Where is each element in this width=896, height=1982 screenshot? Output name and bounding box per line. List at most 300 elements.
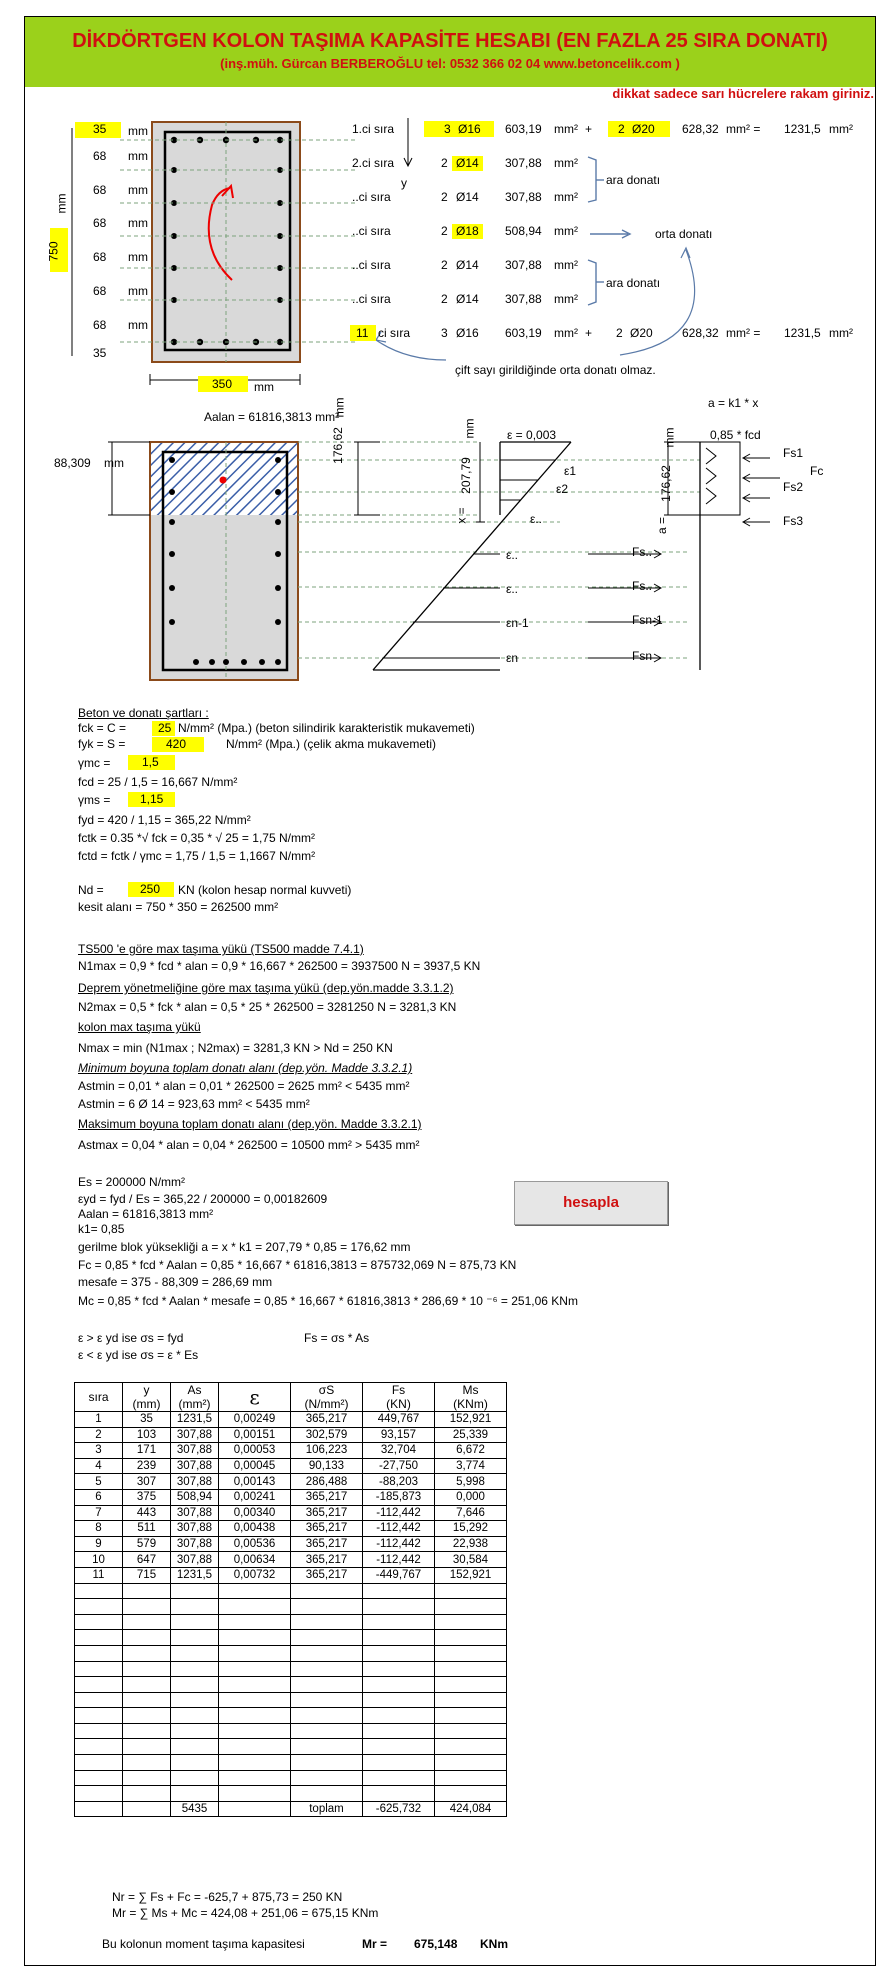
row-1-plus: + bbox=[585, 122, 593, 136]
rule-1: ε > ε yd ise σs = fyd bbox=[78, 1331, 184, 1345]
table-cell bbox=[435, 1770, 507, 1786]
row-1-total: 1231,5 bbox=[784, 122, 821, 136]
conditions-title: Beton ve donatı şartları : bbox=[78, 706, 209, 720]
table-cell bbox=[291, 1583, 363, 1599]
table-cell bbox=[75, 1661, 123, 1677]
table-cell: 93,157 bbox=[363, 1427, 435, 1443]
table-cell bbox=[219, 1661, 291, 1677]
gms-input[interactable]: 1,15 bbox=[128, 792, 175, 807]
table-cell: -112,442 bbox=[363, 1505, 435, 1521]
row-3-count[interactable]: 2 bbox=[441, 190, 448, 204]
table-cell bbox=[363, 1630, 435, 1646]
row-last-count[interactable]: 3 bbox=[441, 326, 448, 340]
table-cell bbox=[171, 1786, 219, 1802]
table-cell bbox=[123, 1692, 171, 1708]
table-cell bbox=[291, 1770, 363, 1786]
table-cell: -112,442 bbox=[363, 1552, 435, 1568]
row-3-dia[interactable]: Ø14 bbox=[456, 190, 479, 204]
gms-label: γms = bbox=[78, 793, 111, 807]
bottom-cover: 35 bbox=[93, 346, 107, 360]
unit-label: mm bbox=[462, 418, 477, 439]
table-cell bbox=[123, 1599, 171, 1615]
unit-label: mm bbox=[332, 397, 347, 418]
table-cell bbox=[435, 1583, 507, 1599]
table-cell bbox=[123, 1661, 171, 1677]
table-cell bbox=[435, 1645, 507, 1661]
table-cell bbox=[171, 1661, 219, 1677]
table-cell bbox=[123, 1770, 171, 1786]
fyk-label: fyk = S = bbox=[78, 737, 126, 751]
epsilon-2: ε2 bbox=[556, 482, 569, 496]
table-row-empty bbox=[75, 1786, 507, 1802]
table-cell bbox=[291, 1755, 363, 1771]
a-label: a = bbox=[655, 516, 670, 535]
table-cell bbox=[75, 1708, 123, 1724]
table-cell: 5435 bbox=[171, 1801, 219, 1817]
table-cell: 307,88 bbox=[171, 1521, 219, 1537]
table-cell: 0,00241 bbox=[219, 1489, 291, 1505]
table-row bbox=[75, 1552, 507, 1568]
table-cell bbox=[123, 1739, 171, 1755]
table-cell bbox=[363, 1770, 435, 1786]
fyd-line: fyd = 420 / 1,15 = 365,22 N/mm² bbox=[78, 813, 251, 827]
table-cell bbox=[435, 1630, 507, 1646]
page-title: DİKDÖRTGEN KOLON TAŞIMA KAPASİTE HESABI (EN FAZLA 25 SIRA DONATI) bbox=[72, 30, 828, 52]
gerilme-line: gerilme blok yüksekliği a = x * k1 = 207,79 * 0,85 = 176,62 mm bbox=[78, 1240, 411, 1254]
table-row-empty bbox=[75, 1723, 507, 1739]
table-row-empty bbox=[75, 1755, 507, 1771]
table-cell bbox=[291, 1630, 363, 1646]
mr-line: Mr = ∑ Ms + Mc = 424,08 + 251,06 = 675,15 KNm bbox=[112, 1906, 379, 1920]
table-cell bbox=[219, 1770, 291, 1786]
spacing-3: 68 bbox=[93, 216, 107, 230]
table-cell: 511 bbox=[123, 1521, 171, 1537]
table-row-empty bbox=[75, 1645, 507, 1661]
hesapla-button[interactable]: hesapla bbox=[514, 1181, 668, 1225]
table-cell bbox=[435, 1614, 507, 1630]
table-cell bbox=[363, 1614, 435, 1630]
nd-input[interactable]: 250 bbox=[128, 882, 174, 897]
table-cell: 7,646 bbox=[435, 1505, 507, 1521]
row-last-area: 603,19 bbox=[505, 326, 542, 340]
table-cell bbox=[291, 1661, 363, 1677]
table-total-row bbox=[75, 1801, 507, 1817]
table-row bbox=[75, 1427, 507, 1443]
fs1-label: Fs1 bbox=[783, 446, 804, 460]
table-cell: 0,00634 bbox=[219, 1552, 291, 1568]
header-fs-unit: (KN) bbox=[386, 1397, 411, 1411]
table-cell bbox=[123, 1645, 171, 1661]
table-cell bbox=[171, 1723, 219, 1739]
row-last-dia[interactable]: Ø16 bbox=[456, 326, 479, 340]
warning-text: dikkat sadece sarı hücrelere rakam giriniz. bbox=[612, 86, 874, 101]
table-cell: 8 bbox=[75, 1521, 123, 1537]
row-2-unit: mm² bbox=[554, 156, 578, 170]
table-cell: 0,00340 bbox=[219, 1505, 291, 1521]
table-row bbox=[75, 1474, 507, 1490]
table-cell: 5 bbox=[75, 1474, 123, 1490]
table-cell bbox=[363, 1661, 435, 1677]
header-ss-unit: (N/mm²) bbox=[304, 1397, 349, 1411]
table-cell bbox=[75, 1677, 123, 1693]
kolon-title: kolon max taşıma yükü bbox=[78, 1020, 201, 1034]
fs2-label: Fs2 bbox=[783, 480, 804, 494]
table-cell bbox=[123, 1677, 171, 1693]
row-last-dia-2[interactable]: Ø20 bbox=[630, 326, 653, 340]
x-label: x = bbox=[454, 507, 469, 524]
table-cell bbox=[171, 1692, 219, 1708]
table-cell bbox=[219, 1708, 291, 1724]
epsilon-n: εn bbox=[506, 651, 519, 665]
table-cell bbox=[171, 1739, 219, 1755]
table-cell bbox=[75, 1770, 123, 1786]
spacing-2: 68 bbox=[93, 183, 107, 197]
table-cell bbox=[291, 1645, 363, 1661]
table-cell: 302,579 bbox=[291, 1427, 363, 1443]
row-5-area: 307,88 bbox=[505, 258, 542, 272]
row-2-dia[interactable]: Ø14 bbox=[452, 156, 483, 171]
results-table bbox=[74, 1382, 507, 1817]
row-last-num[interactable]: 11 bbox=[356, 326, 369, 340]
note-orta: orta donatı bbox=[655, 227, 713, 241]
table-cell bbox=[219, 1630, 291, 1646]
header-sira bbox=[75, 1383, 123, 1412]
d176-value: 176,62 bbox=[330, 427, 345, 464]
table-cell bbox=[219, 1755, 291, 1771]
aalan-label: Aalan = 61816,3813 mm² bbox=[204, 410, 340, 424]
table-cell: 365,217 bbox=[291, 1567, 363, 1583]
table-cell bbox=[291, 1614, 363, 1630]
table-cell: toplam bbox=[291, 1801, 363, 1817]
table-cell: 11 bbox=[75, 1567, 123, 1583]
mesafe-top-value: 88,309 bbox=[54, 456, 91, 470]
nmax-line: Nmax = min (N1max ; N2max) = 3281,3 KN > Nd = 250 KN bbox=[78, 1041, 393, 1055]
axis-y-label: y bbox=[401, 176, 407, 190]
table-cell bbox=[363, 1786, 435, 1802]
table-cell: 152,921 bbox=[435, 1412, 507, 1428]
row-1-area: 603,19 bbox=[505, 122, 542, 136]
table-cell: 375 bbox=[123, 1489, 171, 1505]
rule-1-fs: Fs = σs * As bbox=[304, 1331, 370, 1345]
table-cell bbox=[123, 1583, 171, 1599]
row-4-count[interactable]: 2 bbox=[441, 224, 448, 238]
unit-label: mm bbox=[54, 193, 69, 214]
row-6-count[interactable]: 2 bbox=[441, 292, 448, 306]
table-cell bbox=[171, 1599, 219, 1615]
table-cell bbox=[171, 1583, 219, 1599]
row-1-area-2: 628,32 bbox=[682, 122, 719, 136]
width-value[interactable]: 350 bbox=[212, 377, 233, 391]
max-title: Maksimum boyuna toplam donatı alanı (dep.yön. Madde 3.3.2.1) bbox=[78, 1117, 422, 1131]
row-2-count[interactable]: 2 bbox=[441, 156, 448, 170]
row-6-dia[interactable]: Ø14 bbox=[456, 292, 479, 306]
epsilon-dots-2: ε.. bbox=[506, 548, 519, 562]
rule-2: ε < ε yd ise σs = ε * Es bbox=[78, 1348, 199, 1362]
es-line: Es = 200000 N/mm² bbox=[78, 1175, 186, 1189]
table-cell: 4 bbox=[75, 1458, 123, 1474]
table-cell bbox=[219, 1723, 291, 1739]
table-cell bbox=[75, 1583, 123, 1599]
table-cell: -112,442 bbox=[363, 1521, 435, 1537]
table-cell bbox=[363, 1755, 435, 1771]
table-cell bbox=[363, 1692, 435, 1708]
table-cell bbox=[291, 1739, 363, 1755]
table-cell: 6,672 bbox=[435, 1443, 507, 1459]
row-4-unit: mm² bbox=[554, 224, 578, 238]
row-last-total-unit: mm² bbox=[829, 326, 853, 340]
row-1-unit-2: mm² = bbox=[726, 122, 761, 136]
row-last-unit: mm² bbox=[554, 326, 578, 340]
fcd-line: fcd = 25 / 1,5 = 16,667 N/mm² bbox=[78, 775, 238, 789]
table-row bbox=[75, 1489, 507, 1505]
row-6-area: 307,88 bbox=[505, 292, 542, 306]
table-cell bbox=[435, 1786, 507, 1802]
header-as-label: As bbox=[187, 1383, 202, 1397]
table-cell: 5,998 bbox=[435, 1474, 507, 1490]
table-cell: 0,00053 bbox=[219, 1443, 291, 1459]
table-cell: 307,88 bbox=[171, 1505, 219, 1521]
row-1-count-2[interactable]: 2 bbox=[618, 122, 625, 136]
row-4-area: 508,94 bbox=[505, 224, 542, 238]
table-cell bbox=[171, 1677, 219, 1693]
table-row bbox=[75, 1443, 507, 1459]
table-cell bbox=[75, 1801, 123, 1817]
n2max-line: N2max = 0,5 * fck * alan = 0,5 * 25 * 262500 = 3281250 N = 3281,3 KN bbox=[78, 1000, 457, 1014]
table-cell bbox=[75, 1630, 123, 1646]
row-1-dia[interactable]: Ø16 bbox=[458, 122, 481, 136]
table-cell: 0,00045 bbox=[219, 1458, 291, 1474]
table-cell bbox=[291, 1692, 363, 1708]
fyk-desc: N/mm² (Mpa.) (çelik akma mukavemeti) bbox=[226, 737, 437, 751]
spacing-5: 68 bbox=[93, 284, 107, 298]
table-cell bbox=[171, 1708, 219, 1724]
epsilon-dots-3: ε.. bbox=[506, 582, 519, 596]
table-cell: 647 bbox=[123, 1552, 171, 1568]
spacing-6: 68 bbox=[93, 318, 107, 332]
table-cell bbox=[219, 1739, 291, 1755]
fs-label: Fs.. bbox=[632, 545, 652, 559]
table-cell: 90,133 bbox=[291, 1458, 363, 1474]
table-cell: 3,774 bbox=[435, 1458, 507, 1474]
table-cell: 0,00249 bbox=[219, 1412, 291, 1428]
table-cell: 307,88 bbox=[171, 1443, 219, 1459]
note-cift: çift sayı girildiğinde orta donatı olmaz. bbox=[455, 363, 656, 377]
table-cell: 35 bbox=[123, 1412, 171, 1428]
table-row-empty bbox=[75, 1661, 507, 1677]
fcd-085: 0,85 * fcd bbox=[710, 428, 761, 442]
table-cell: 365,217 bbox=[291, 1536, 363, 1552]
table-cell: 0,00438 bbox=[219, 1521, 291, 1537]
unit-label: mm bbox=[128, 149, 148, 163]
table-cell: 443 bbox=[123, 1505, 171, 1521]
row-1-unit: mm² bbox=[554, 122, 578, 136]
table-cell: 2 bbox=[75, 1427, 123, 1443]
fctd-line: fctd = fctk / γmc = 1,75 / 1,5 = 1,1667 N/mm² bbox=[78, 849, 316, 863]
header-as-unit: (mm²) bbox=[178, 1397, 211, 1411]
table-cell bbox=[171, 1645, 219, 1661]
table-cell bbox=[75, 1786, 123, 1802]
spacing-4: 68 bbox=[93, 250, 107, 264]
row-4-dia[interactable]: Ø18 bbox=[452, 224, 483, 239]
table-row-empty bbox=[75, 1599, 507, 1615]
table-cell: 22,938 bbox=[435, 1536, 507, 1552]
header-sira-label: sıra bbox=[88, 1390, 109, 1404]
table-cell: 307 bbox=[123, 1474, 171, 1490]
table-cell: 0,00151 bbox=[219, 1427, 291, 1443]
header-as bbox=[171, 1383, 219, 1412]
row-3-area: 307,88 bbox=[505, 190, 542, 204]
fck-input[interactable]: 25 bbox=[152, 721, 175, 736]
table-cell bbox=[435, 1677, 507, 1693]
table-cell: 10 bbox=[75, 1552, 123, 1568]
table-cell bbox=[75, 1692, 123, 1708]
unit-label: mm bbox=[128, 318, 148, 332]
table-cell bbox=[291, 1723, 363, 1739]
epsilon-1: ε1 bbox=[564, 464, 577, 478]
header-y-label: y bbox=[143, 1383, 150, 1397]
table-cell bbox=[123, 1786, 171, 1802]
dep-title: Deprem yönetmeliğine göre max taşıma yükü (dep.yön.madde 3.3.1.2) bbox=[78, 981, 454, 995]
row-last-count-2[interactable]: 2 bbox=[616, 326, 623, 340]
table-cell bbox=[75, 1645, 123, 1661]
table-cell bbox=[291, 1786, 363, 1802]
table-cell bbox=[75, 1614, 123, 1630]
table-cell bbox=[435, 1739, 507, 1755]
table-cell: 307,88 bbox=[171, 1427, 219, 1443]
table-cell: 1231,5 bbox=[171, 1412, 219, 1428]
unit-label: mm bbox=[128, 250, 148, 264]
k1-line: k1= 0,85 bbox=[78, 1222, 125, 1236]
table-cell bbox=[123, 1614, 171, 1630]
mc-line: Mc = 0,85 * fcd * Aalan * mesafe = 0,85 * 16,667 * 61816,3813 * 286,69 * 10 ⁻⁶ = 251,06 KNm bbox=[78, 1294, 578, 1308]
a-value: 176,62 bbox=[658, 465, 673, 502]
fc-line: Fc = 0,85 * fcd * Aalan = 0,85 * 16,667 * 61816,3813 = 875732,069 N = 875,73 KN bbox=[78, 1258, 517, 1272]
row-1-count[interactable]: 3 bbox=[444, 122, 451, 136]
header-ss-label: σS bbox=[318, 1383, 335, 1397]
row-1-dia-2[interactable]: Ø20 bbox=[632, 122, 655, 136]
table-row bbox=[75, 1521, 507, 1537]
header-ms-unit: (KNm) bbox=[453, 1397, 488, 1411]
table-cell bbox=[435, 1599, 507, 1615]
table-cell bbox=[219, 1583, 291, 1599]
note-ara-1: ara donatı bbox=[606, 173, 661, 187]
fs3-label: Fs3 bbox=[783, 514, 804, 528]
table-cell: 15,292 bbox=[435, 1521, 507, 1537]
table-cell bbox=[363, 1645, 435, 1661]
table-cell: 1231,5 bbox=[171, 1567, 219, 1583]
mr-unit: KNm bbox=[480, 1937, 509, 1951]
table-row bbox=[75, 1505, 507, 1521]
fyk-input[interactable]: 420 bbox=[152, 737, 204, 752]
row-last-plus: + bbox=[585, 326, 593, 340]
fck-desc: N/mm² (Mpa.) (beton silindirik karakteristik mukavemeti) bbox=[178, 721, 475, 735]
table-cell bbox=[435, 1723, 507, 1739]
row-6-label: ..ci sıra bbox=[352, 292, 391, 306]
fs-label: Fsn-1 bbox=[632, 613, 663, 627]
nd-desc: KN (kolon hesap normal kuvveti) bbox=[178, 883, 352, 897]
table-cell bbox=[219, 1614, 291, 1630]
row-6-unit: mm² bbox=[554, 292, 578, 306]
row-1-total-unit: mm² bbox=[829, 122, 853, 136]
mr-value: 675,148 bbox=[414, 1937, 458, 1951]
table-row-empty bbox=[75, 1677, 507, 1693]
row-2-label: 2.ci sıra bbox=[352, 156, 395, 170]
table-cell: 152,921 bbox=[435, 1567, 507, 1583]
table-cell bbox=[219, 1801, 291, 1817]
table-cell bbox=[75, 1739, 123, 1755]
unit-label: mm bbox=[128, 183, 148, 197]
table-cell bbox=[75, 1723, 123, 1739]
table-cell: 6 bbox=[75, 1489, 123, 1505]
table-cell: 25,339 bbox=[435, 1427, 507, 1443]
table-cell bbox=[363, 1739, 435, 1755]
stress-block-diagram bbox=[0, 397, 896, 700]
table-cell: 30,584 bbox=[435, 1552, 507, 1568]
fs-label: Fs.. bbox=[632, 579, 652, 593]
table-cell: 106,223 bbox=[291, 1443, 363, 1459]
table-cell: 0,000 bbox=[435, 1489, 507, 1505]
unit-label: mm bbox=[128, 124, 148, 138]
row-1-label: 1.ci sıra bbox=[352, 122, 395, 136]
row-5-dia[interactable]: Ø14 bbox=[456, 258, 479, 272]
table-cell: 307,88 bbox=[171, 1474, 219, 1490]
epsilon-dots: ε.. bbox=[530, 512, 543, 526]
row-2-area: 307,88 bbox=[505, 156, 542, 170]
table-cell bbox=[435, 1755, 507, 1771]
table-row-empty bbox=[75, 1583, 507, 1599]
table-row-empty bbox=[75, 1614, 507, 1630]
n1max-line: N1max = 0,9 * fcd * alan = 0,9 * 16,667 * 262500 = 3937500 N = 3937,5 KN bbox=[78, 959, 481, 973]
top-cover-value[interactable]: 35 bbox=[93, 122, 107, 136]
table-row bbox=[75, 1412, 507, 1428]
gmc-input[interactable]: 1,5 bbox=[128, 755, 175, 770]
table-cell: 365,217 bbox=[291, 1489, 363, 1505]
fck-label: fck = C = bbox=[78, 721, 127, 735]
row-last-label: ci sıra bbox=[378, 326, 411, 340]
x-value: 207,79 bbox=[458, 457, 473, 494]
eyd-line: εyd = fyd / Es = 365,22 / 200000 = 0,00182609 bbox=[78, 1192, 328, 1206]
table-cell: 715 bbox=[123, 1567, 171, 1583]
height-value[interactable]: 750 bbox=[46, 241, 61, 262]
table-cell: 307,88 bbox=[171, 1458, 219, 1474]
header-fs bbox=[363, 1383, 435, 1412]
header-eps-label: ε bbox=[249, 1385, 260, 1409]
row-5-count[interactable]: 2 bbox=[441, 258, 448, 272]
table-cell: 286,488 bbox=[291, 1474, 363, 1490]
unit-label: mm bbox=[104, 456, 124, 470]
table-row-empty bbox=[75, 1770, 507, 1786]
header-eps bbox=[219, 1383, 291, 1412]
table-cell: -112,442 bbox=[363, 1536, 435, 1552]
table-cell bbox=[75, 1755, 123, 1771]
nr-line: Nr = ∑ Fs + Fc = -625,7 + 875,73 = 250 KN bbox=[112, 1890, 343, 1904]
table-cell: 365,217 bbox=[291, 1412, 363, 1428]
table-cell bbox=[219, 1692, 291, 1708]
header-ms bbox=[435, 1383, 507, 1412]
aalan-line: Aalan = 61816,3813 mm² bbox=[78, 1207, 214, 1221]
header-fs-label: Fs bbox=[391, 1383, 406, 1397]
table-row bbox=[75, 1567, 507, 1583]
table-cell bbox=[219, 1677, 291, 1693]
table-row bbox=[75, 1458, 507, 1474]
author-line: (inş.müh. Gürcan BERBEROĞLU tel: 0532 366 02 04 www.betoncelik.com ) bbox=[220, 56, 680, 71]
table-cell bbox=[123, 1708, 171, 1724]
table-cell bbox=[123, 1755, 171, 1771]
table-cell bbox=[123, 1723, 171, 1739]
header-ms-label: Ms bbox=[462, 1383, 479, 1397]
row-3-unit: mm² bbox=[554, 190, 578, 204]
row-last-unit-2: mm² = bbox=[726, 326, 761, 340]
